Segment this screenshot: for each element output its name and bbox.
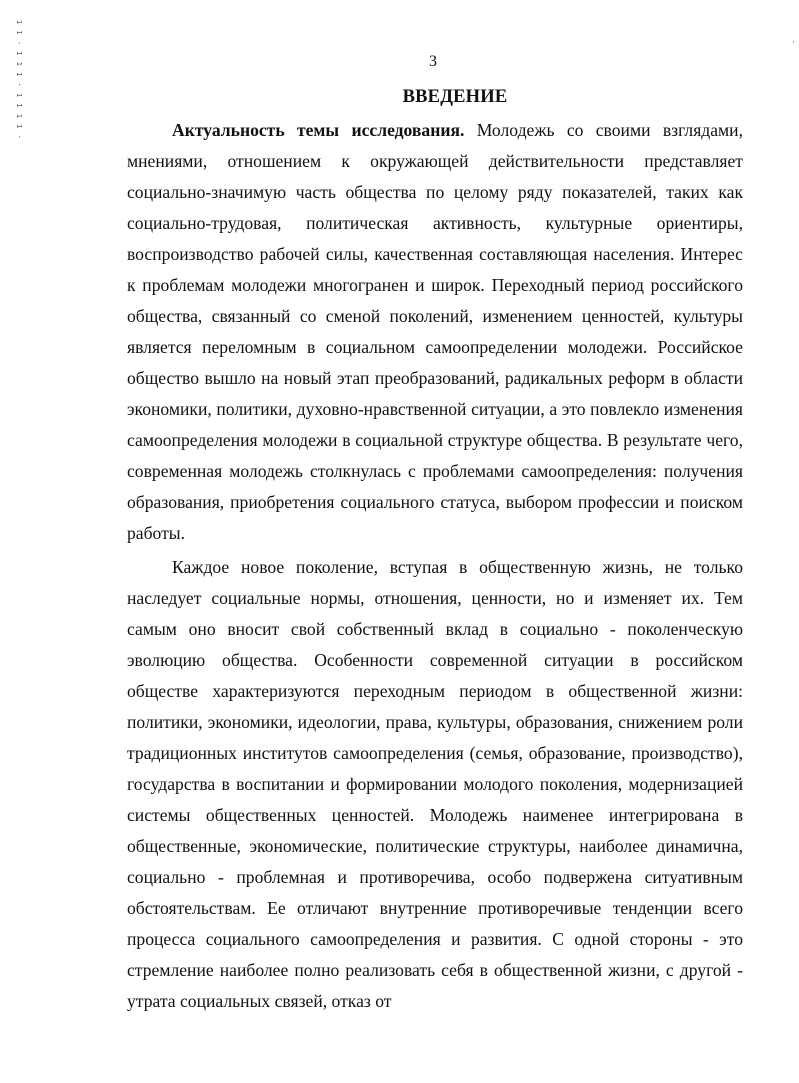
paragraph-text: Молодежь со своими взглядами, мнениями, отношением к окружающей действительности представляет социально-значимую часть общества по целому ряду показателей, таких как социально-трудовая, политическая активность, культурные ориентиры, воспроизводство рабочей силы, качественная составляющая населения. Интерес к проблемам молодежи многогранен и широк. Переходный период российского общества, связанный со сменой поколений, изменением ценностей, культуры является переломным в социальном самоопределении молодежи. Российское общество вышло на новый этап преобразований, радикальных реформ в области экономики, политики, духовно-нравственной ситуации, а это повлекло изменения самоопределения молодежи в социальной структуре общества. В результате чего, современная молодежь столкнулась с проблемами самоопределения: получения образования, приобретения социального статуса, выбором профессии и поиском работы. xyxy=(127,120,743,543)
paragraph-1 xyxy=(127,115,743,549)
margin-scan-marks: 1 1 · 1 1 1 · 1 1 1 1 · xyxy=(15,20,23,140)
paragraph-2 xyxy=(127,552,743,1017)
page-number: 3 xyxy=(429,53,437,70)
corner-scan-mark: · xyxy=(792,38,795,48)
body-text xyxy=(127,115,743,1017)
paragraph-text: Каждое новое поколение, вступая в общественную жизнь, не только наследует социальные нормы, отношения, ценности, но и изменяет их. Тем самым оно вносит свой собственный вклад в социально - поколенческую эволюцию общества. Особенности современной ситуации в российском обществе характеризуются переходным периодом в общественной жизни: политики, экономики, идеологии, права, культуры, образования, снижением роли традиционных институтов самоопределения (семья, образование, производство), государства в воспитании и формировании молодого поколения, модернизацией системы общественных ценностей. Молодежь наименее интегрирована в общественные, экономические, политические структуры, наиболее динамична, социально - проблемная и противоречива, особо подвержена ситуативным обстоятельствам. Ее отличают внутренние противоречивые тенденции всего процесса социального самоопределения и развития. С одной стороны - это стремление наиболее полно реализовать себя в общественной жизни, с другой - утрата социальных связей, отказ от xyxy=(127,557,743,1011)
section-heading: ВВЕДЕНИЕ xyxy=(402,87,508,107)
paragraph-lead: Актуальность темы исследования. xyxy=(172,120,465,140)
